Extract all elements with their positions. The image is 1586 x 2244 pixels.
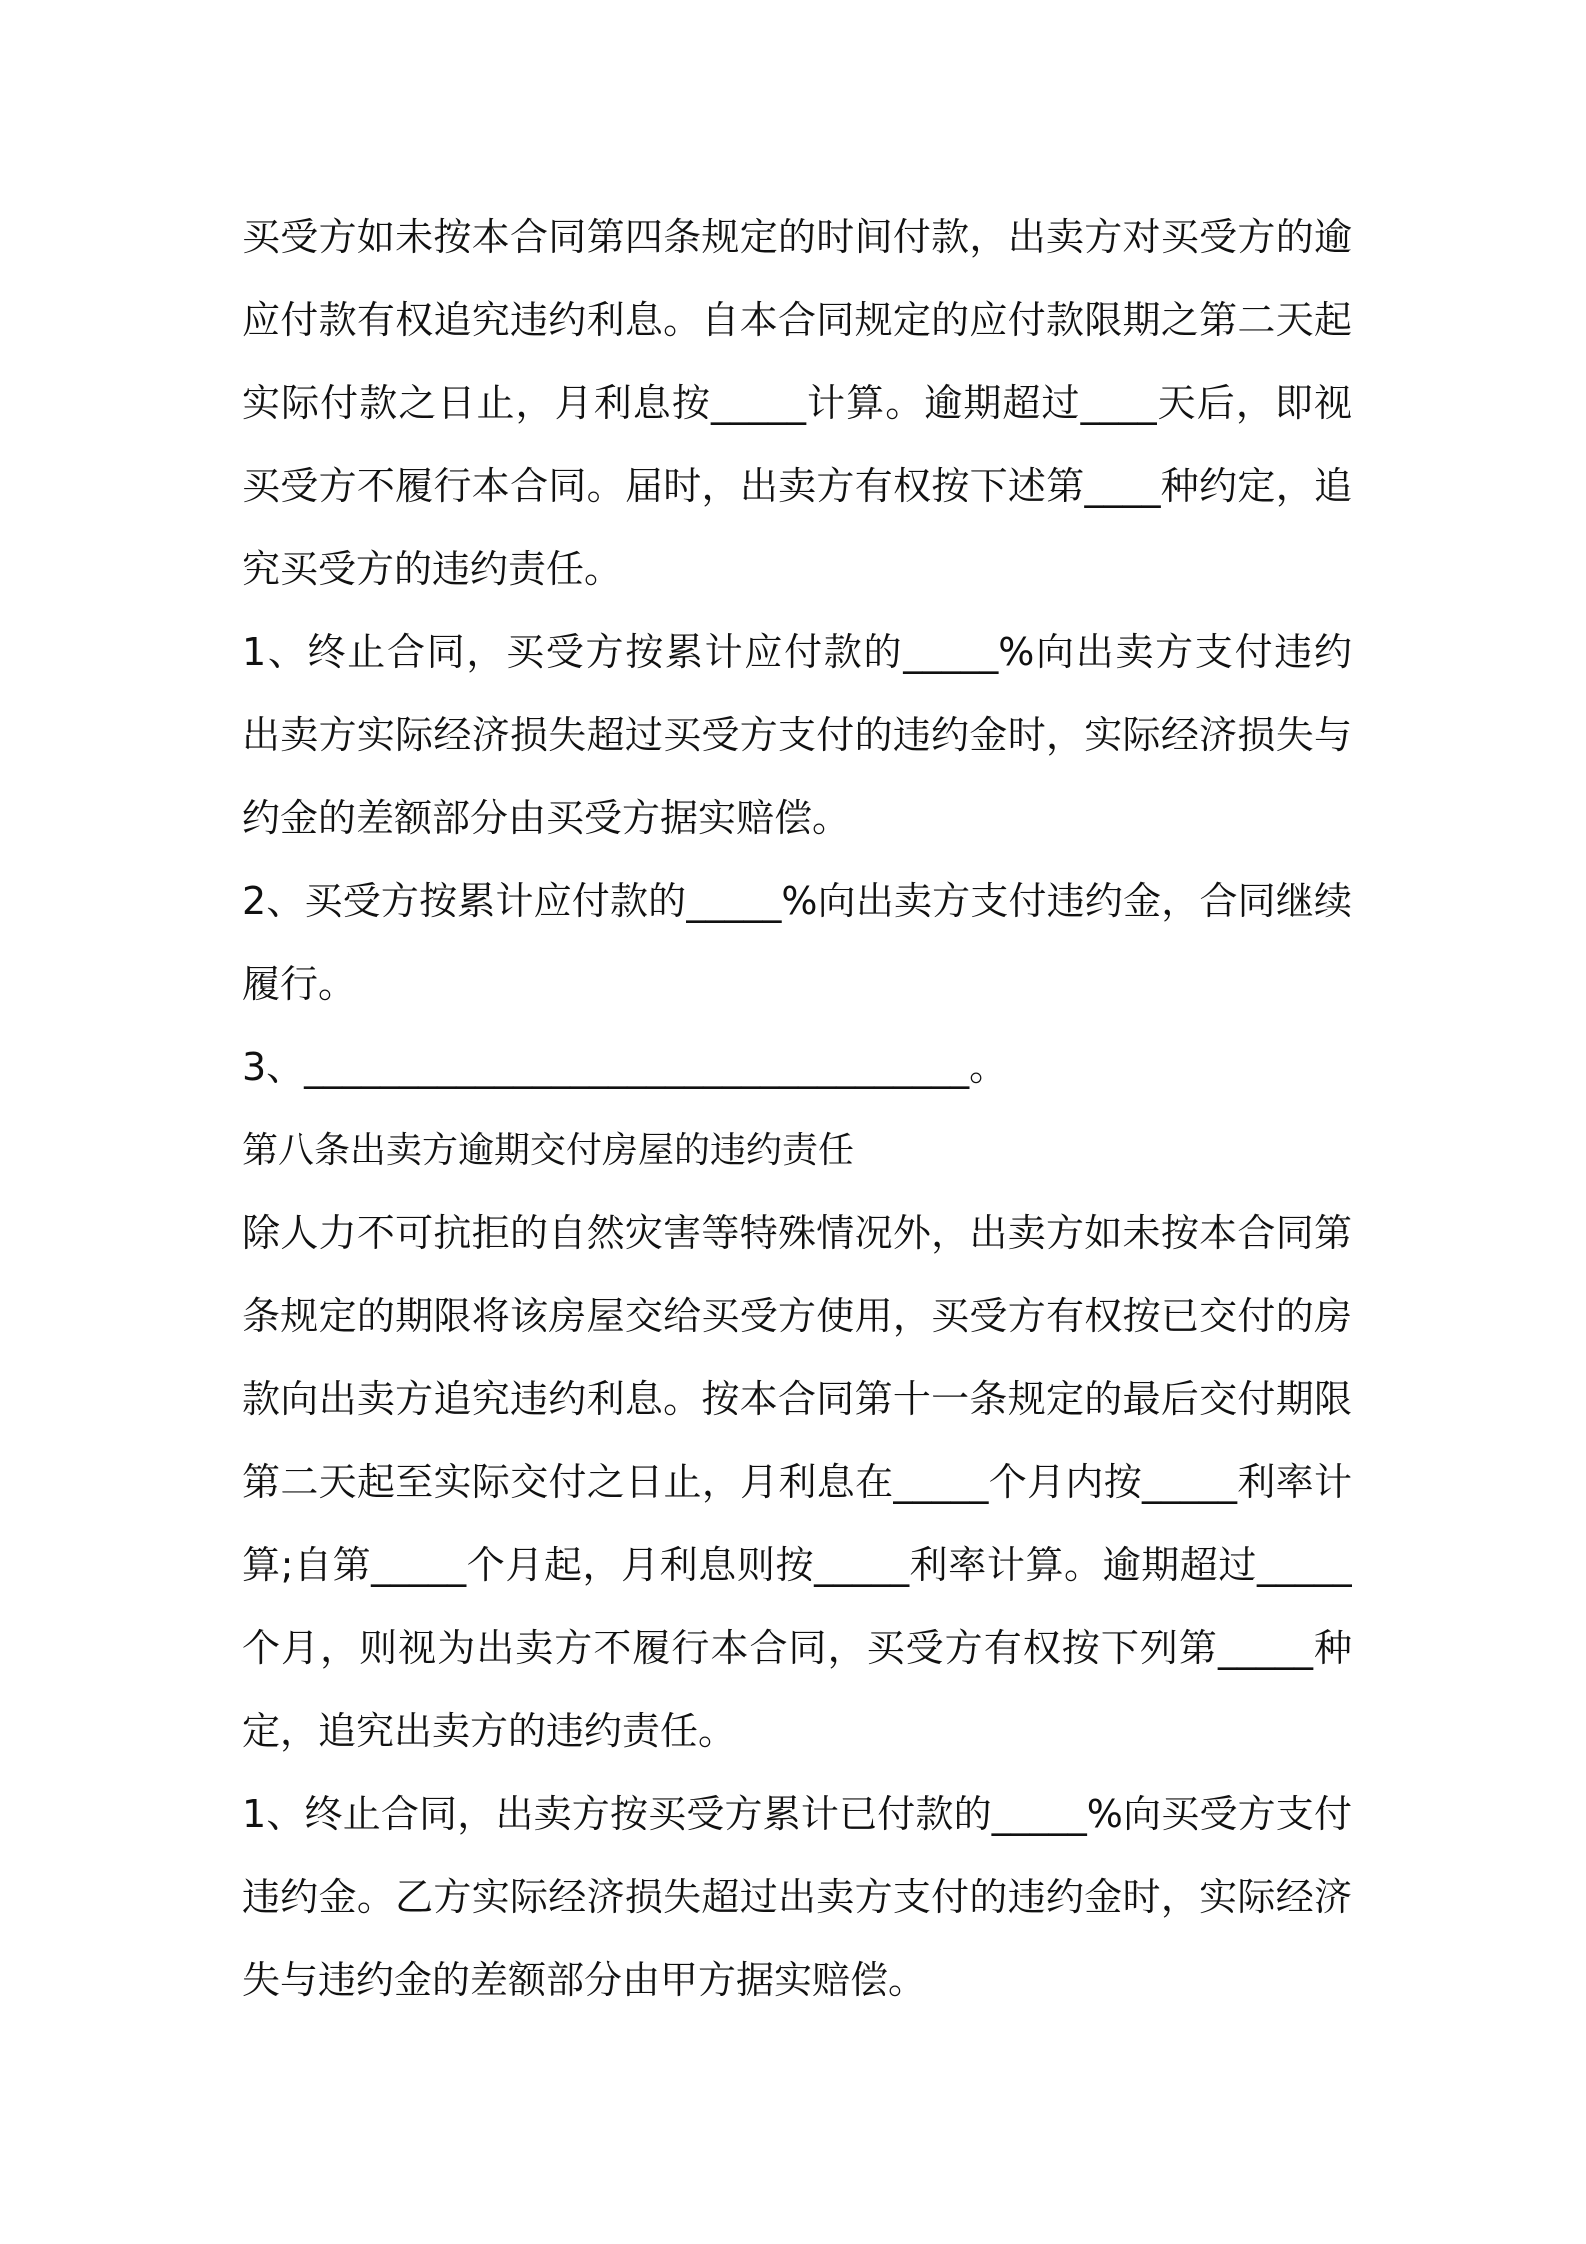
paragraph-line: 失与违约金的差额部分由甲方据实赔偿。 — [242, 1958, 927, 2002]
list-item-line: 2、买受方按累计应付款的_____%向出卖方支付违约金，合同继续 — [242, 879, 1352, 923]
section-heading: 第八条出卖方逾期交付房屋的违约责任 — [242, 1130, 855, 1171]
paragraph-line: 第二天起至实际交付之日止，月利息在_____个月内按_____利率计 — [242, 1460, 1352, 1504]
paragraph-line: 出卖方实际经济损失超过买受方支付的违约金时，实际经济损失与 — [242, 713, 1352, 757]
list-item-line: 3、___________________________________。 — [242, 1045, 1008, 1089]
paragraph-line: 履行。 — [242, 962, 357, 1006]
paragraph-line: 条规定的期限将该房屋交给买受方使用，买受方有权按已交付的房 — [242, 1294, 1352, 1338]
paragraph-line: 个月，则视为出卖方不履行本合同，买受方有权按下列第_____种 — [242, 1626, 1352, 1670]
paragraph-line: 约金的差额部分由买受方据实赔偿。 — [242, 796, 851, 840]
list-item-line: 1、终止合同，买受方按累计应付款的_____%向出卖方支付违约 — [242, 630, 1352, 674]
paragraph-line: 定，追究出卖方的违约责任。 — [242, 1709, 737, 1753]
paragraph-line: 除人力不可抗拒的自然灾害等特殊情况外，出卖方如未按本合同第 — [242, 1211, 1352, 1255]
paragraph-line: 算;自第_____个月起，月利息则按_____利率计算。逾期超过_____ — [242, 1543, 1352, 1587]
list-item-line: 1、终止合同，出卖方按买受方累计已付款的_____%向买受方支付 — [242, 1792, 1352, 1836]
paragraph-line: 实际付款之日止，月利息按_____计算。逾期超过____天后，即视 — [242, 381, 1352, 425]
paragraph-line: 款向出卖方追究违约利息。按本合同第十一条规定的最后交付期限 — [242, 1377, 1352, 1421]
paragraph-line: 违约金。乙方实际经济损失超过出卖方支付的违约金时，实际经济 — [242, 1875, 1352, 1919]
paragraph-line: 究买受方的违约责任。 — [242, 547, 623, 591]
paragraph-line: 买受方如未按本合同第四条规定的时间付款，出卖方对买受方的逾 — [242, 215, 1352, 259]
paragraph-line: 买受方不履行本合同。届时，出卖方有权按下述第____种约定，追 — [242, 464, 1352, 508]
paragraph-line: 应付款有权追究违约利息。自本合同规定的应付款限期之第二天起 — [242, 298, 1352, 342]
contract-text — [242, 196, 1352, 2022]
